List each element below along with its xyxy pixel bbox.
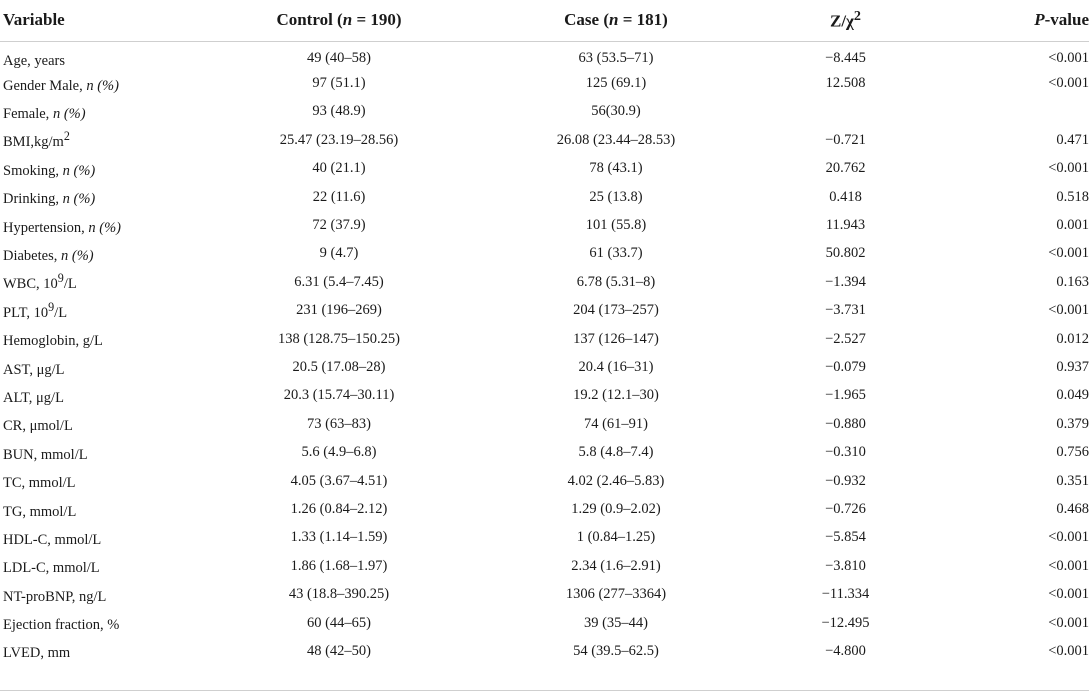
cell-variable [0,609,208,637]
cell-p-value: 0.163 [1056,273,1089,290]
header-variable-text: Variable [3,10,65,30]
cell-variable [0,524,208,552]
cell-control: 9 (4.7) [319,245,359,262]
table-row [0,410,1089,438]
cell-case: 4.02 (2.46–5.83) [567,472,665,489]
table-row [0,524,1089,552]
variable-label: Hemoglobin, g/L [3,333,103,350]
header-stat-sup: 2 [853,8,861,25]
variable-label: Hypertension, [3,219,89,236]
variable-label-italic: n (%) [62,162,96,179]
cell-case: 20.4 (16–31) [578,358,654,375]
cell-control: 231 (196–269) [296,302,382,319]
variable-label: AST, μg/L [3,361,65,378]
header-variable [0,0,208,41]
variable-label: Diabetes, [3,247,61,264]
cell-control: 6.31 (5.4–7.45) [294,273,384,290]
cell-statistic: −0.932 [825,472,866,489]
cell-control: 25.47 (23.19–28.56) [279,131,399,148]
variable-label-tail: /L [63,276,77,293]
variable-label: Age, years [3,52,66,69]
cell-p-value: <0.001 [1048,49,1089,66]
cell-case: 101 (55.8) [585,217,647,234]
cell-case: 78 (43.1) [589,160,643,177]
cell-control: 138 (128.75–150.25) [277,330,401,347]
cell-control: 73 (63–83) [306,415,372,432]
cell-statistic: −1.965 [825,387,866,404]
cell-case: 1 (0.84–1.25) [576,529,656,546]
cell-variable [0,580,208,608]
cell-p-value [929,98,1089,126]
cell-statistic: −12.495 [821,614,870,631]
cell-variable [0,126,208,154]
cell-case: 61 (33.7) [589,245,643,262]
cell-case: 54 (39.5–62.5) [573,642,659,659]
cell-p-value: <0.001 [1048,557,1089,574]
cell-control: 93 (48.9) [312,103,366,120]
cell-statistic: −3.731 [825,302,866,319]
cell-control: 1.86 (1.68–1.97) [290,557,388,574]
header-p-italic: P [1034,10,1045,30]
cell-case: 74 (61–91) [583,415,649,432]
cell-control: 1.26 (0.84–2.12) [290,500,388,517]
header-case-n: n [609,10,619,30]
variable-label: Female, [3,105,53,122]
cell-statistic: −2.527 [825,330,866,347]
cell-variable [0,211,208,239]
cell-statistic [762,98,929,126]
cell-statistic: −0.310 [825,444,866,461]
cell-case: 39 (35–44) [583,614,649,631]
variable-label: BMI,kg/m [3,134,64,151]
cell-p-value: 0.012 [1056,330,1089,347]
header-control [208,0,470,41]
cell-control: 60 (44–65) [306,614,372,631]
table-row [0,183,1089,211]
cell-variable [0,325,208,353]
variable-label-sup: 9 [48,299,55,314]
variable-label: LDL-C, mmol/L [3,560,100,577]
cell-variable [0,98,208,126]
header-case-label: Case ( [564,10,610,30]
table-row [0,438,1089,466]
variable-label-tail: /L [54,304,68,321]
cell-p-value: 0.937 [1056,358,1089,375]
cell-statistic: −5.854 [825,529,866,546]
bottom-rule [0,690,1089,691]
cell-variable [0,240,208,268]
cell-case: 25 (13.8) [589,188,643,205]
cell-p-value: 0.518 [1056,188,1089,205]
cell-case: 19.2 (12.1–30) [573,387,659,404]
cell-p-value: 0.468 [1056,500,1089,517]
table-row [0,637,1089,665]
cell-case: 204 (173–257) [573,302,659,319]
cell-variable [0,637,208,665]
table-row [0,155,1089,183]
cell-statistic: −1.394 [825,273,866,290]
cell-statistic: 20.762 [825,160,866,177]
table-row [0,467,1089,495]
cell-variable [0,438,208,466]
cell-statistic: −8.445 [825,49,866,66]
cell-variable [0,495,208,523]
variable-label: TG, mmol/L [3,503,77,520]
table-row [0,268,1089,296]
cell-p-value: <0.001 [1048,529,1089,546]
table-row [0,240,1089,268]
cell-variable [0,41,208,69]
cell-variable [0,382,208,410]
header-control-n: n [342,10,353,30]
table-row [0,41,1089,69]
variable-label: PLT, 10 [3,304,49,321]
cell-p-value: <0.001 [1048,160,1089,177]
table-row [0,69,1089,97]
cell-statistic: −0.079 [825,358,866,375]
cell-control: 40 (21.1) [312,160,366,177]
variable-label: WBC, 10 [3,276,58,293]
cell-control: 97 (51.1) [312,75,366,92]
cell-case: 5.8 (4.8–7.4) [578,444,654,461]
variable-label: HDL-C, mmol/L [3,531,102,548]
variable-label: NT-proBNP, ng/L [3,588,107,605]
cell-p-value: <0.001 [1048,75,1089,92]
cell-control: 4.05 (3.67–4.51) [290,472,388,489]
table-row [0,98,1089,126]
cell-statistic: 0.418 [829,188,862,205]
cell-p-value: 0.049 [1056,387,1089,404]
variable-label: BUN, mmol/L [3,446,88,463]
table-header [0,0,1089,41]
cell-statistic: 11.943 [825,217,866,234]
cell-case: 56(30.9) [591,103,641,120]
header-stat-base: Z/χ [830,12,854,32]
cell-case: 1306 (277–3364) [565,586,667,603]
cell-control: 22 (11.6) [312,188,366,205]
header-control-label: Control ( [276,10,343,30]
cell-control: 20.3 (15.74–30.11) [283,387,395,404]
cell-variable [0,410,208,438]
header-case [470,0,762,41]
cell-control: 1.33 (1.14–1.59) [290,529,388,546]
table-row [0,609,1089,637]
variable-label: Ejection fraction, % [3,616,120,633]
cell-statistic: −0.726 [825,500,866,517]
cell-case: 137 (126–147) [573,330,659,347]
variable-label: CR, μmol/L [3,418,73,435]
variable-label-sup: 9 [57,271,64,286]
cell-control: 49 (40–58) [306,49,372,66]
cell-p-value: 0.379 [1056,415,1089,432]
header-statistic [762,0,929,41]
cell-control: 43 (18.8–390.25) [288,586,390,603]
cell-p-value: <0.001 [1048,614,1089,631]
cell-case: 6.78 (5.31–8) [576,273,656,290]
variable-label-italic: n (%) [86,77,119,94]
table-row [0,325,1089,353]
cell-p-value: 0.001 [1056,217,1089,234]
variable-label: Smoking, [3,162,63,179]
cell-case: 125 (69.1) [585,75,647,92]
cell-variable [0,467,208,495]
header-row [0,0,1089,41]
variable-label-italic: n (%) [60,247,94,264]
cell-statistic: −0.721 [825,131,866,148]
variable-label: ALT, μg/L [3,389,64,406]
cell-case: 63 (53.5–71) [578,49,654,66]
header-control-eq: = 190) [352,10,402,30]
cell-p-value: <0.001 [1048,302,1089,319]
variable-label: Gender Male, [3,77,87,94]
cell-statistic: −0.880 [825,415,866,432]
table-row [0,580,1089,608]
variable-label-italic: n (%) [88,219,121,236]
cell-variable [0,297,208,325]
table-row [0,552,1089,580]
cell-p-value: <0.001 [1048,642,1089,659]
cell-statistic: −11.334 [821,586,870,603]
cell-statistic: −3.810 [825,557,866,574]
cell-p-value: 0.471 [1056,131,1089,148]
table-row [0,382,1089,410]
cell-variable [0,353,208,381]
cell-case: 2.34 (1.6–2.91) [571,557,661,574]
table-row [0,495,1089,523]
cell-statistic: −4.800 [825,642,866,659]
cell-case: 1.29 (0.9–2.02) [571,500,661,517]
variable-label: Drinking, [3,191,63,208]
table-body [0,41,1089,666]
cell-variable [0,183,208,211]
cell-control: 5.6 (4.9–6.8) [301,444,377,461]
cell-variable [0,155,208,183]
cell-control: 20.5 (17.08–28) [292,358,386,375]
variable-label: TC, mmol/L [3,474,76,491]
variable-label-sup: 2 [63,129,70,144]
cell-control: 48 (42–50) [306,642,372,659]
cell-variable [0,552,208,580]
cell-p-value: <0.001 [1048,245,1089,262]
table-row [0,211,1089,239]
variable-label-italic: n (%) [62,191,96,208]
cell-control: 72 (37.9) [312,217,366,234]
variable-label-italic: n (%) [52,105,86,122]
header-case-eq: = 181) [618,10,668,30]
variable-label: LVED, mm [3,645,71,662]
cell-statistic: 12.508 [825,75,866,92]
header-p-value [929,0,1089,41]
cell-p-value: 0.756 [1056,444,1089,461]
table-row [0,353,1089,381]
cell-p-value: 0.351 [1056,472,1089,489]
header-p-rest: -value [1044,10,1089,30]
cell-statistic: 50.802 [825,245,866,262]
cell-variable [0,268,208,296]
cell-variable [0,69,208,97]
cell-p-value: <0.001 [1048,586,1089,603]
table-row [0,297,1089,325]
cell-case: 26.08 (23.44–28.53) [556,131,676,148]
table-row [0,126,1089,154]
